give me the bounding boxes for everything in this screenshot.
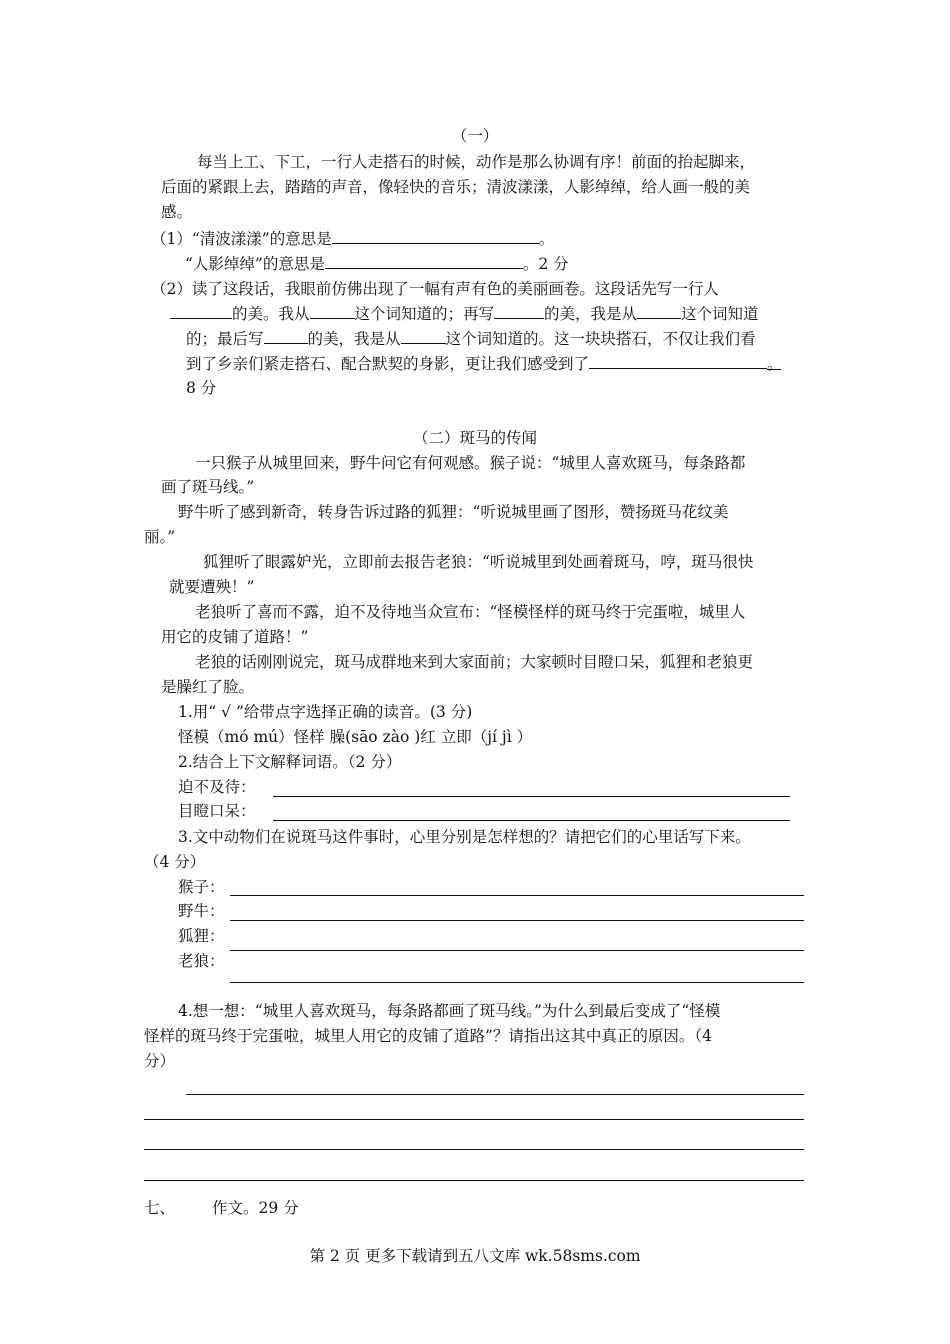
page-footer: 第 2 页 更多下载请到五八文库 wk.58sms.com xyxy=(309,1247,641,1265)
answer-line[interactable] xyxy=(144,1180,804,1181)
answer-line[interactable] xyxy=(144,1119,804,1120)
answer-blank[interactable] xyxy=(589,353,767,369)
section7-title: 作文。29 分 xyxy=(212,1199,299,1217)
section1-heading: （一） xyxy=(451,127,499,145)
q2-3-monkey-label: 猴子： xyxy=(178,878,225,896)
answer-blank[interactable] xyxy=(637,303,681,319)
q1-meaning-b: “人影绰绰”的意思是 。2 分 xyxy=(185,255,569,273)
section7-number: 七、 xyxy=(144,1199,176,1217)
answer-line[interactable] xyxy=(273,820,790,821)
q2-3-line2: （4 分） xyxy=(144,853,206,871)
answer-line[interactable] xyxy=(230,920,804,921)
answer-line[interactable] xyxy=(230,950,804,951)
passage1-line1: 每当上工、下工，一行人走搭石的时候，动作是那么协调有序！前面的抬起脚来， xyxy=(197,153,756,171)
passage2-p4-line1: 老狼听了喜而不露，迫不及待地当众宣布：“怪模怪样的斑马终于完蛋啦，城里人 xyxy=(195,603,746,621)
passage2-p3-line1: 狐狸听了眼露妒光，立即前去报告老狼：“听说城里到处画着斑马，哼，斑马很快 xyxy=(203,553,754,571)
q2-2-prompt: 2.结合上下文解释词语。（2 分） xyxy=(178,753,402,771)
answer-blank[interactable] xyxy=(494,303,544,319)
passage2-p5-line1: 老狼的话刚刚说完，斑马成群地来到大家面前；大家顿时目瞪口呆，狐狸和老狼更 xyxy=(195,653,754,671)
passage2-p1-line1: 一只猴子从城里回来，野牛问它有何观感。猴子说：“城里人喜欢斑马，每条路都 xyxy=(195,454,746,472)
passage1-line3: 感。 xyxy=(161,203,193,221)
q2-line3: 的；最后写 的美，我是从 这个词知道的。这一块块搭石，不仅让我们看 xyxy=(186,330,756,348)
q2-3-wolf-label: 老狼： xyxy=(178,952,225,970)
answer-line[interactable] xyxy=(230,895,804,896)
q2-line1: （2）读了这段话，我眼前仿佛出现了一幅有声有色的美丽画卷。这段话先写一行人 xyxy=(151,280,719,298)
q2-line2: 的美。我从 这个词知道的；再写 的美，我是从 这个词知道 xyxy=(170,303,759,324)
section2-heading: （二）斑马的传闻 xyxy=(412,429,537,447)
q2-2-word1: 迫不及待： xyxy=(178,778,256,796)
answer-blank[interactable] xyxy=(401,328,446,344)
answer-line[interactable] xyxy=(144,1149,804,1150)
q2-3-line1: 3.文中动物们在说斑马这件事时，心里分别是怎样想的？请把它们的心里话写下来。 xyxy=(178,828,751,846)
answer-line[interactable] xyxy=(273,796,790,797)
passage2-p1-line2: 画了斑马线。” xyxy=(161,478,255,496)
passage2-p2-line1: 野牛听了感到新奇，转身告诉过路的狐狸：“听说城里画了图形，赞扬斑马花纹美 xyxy=(178,503,729,521)
passage1-line2: 后面的紧跟上去，踏踏的声音，像轻快的音乐；清波漾漾，人影绰绰，给人画一般的美 xyxy=(161,178,751,196)
q2-line4: 到了乡亲们紧走搭石、配合默契的身影，更让我们感受到了 。 xyxy=(186,355,783,373)
q2-1-options: 怪模（mó mú）怪样 臊(sāo zào )红 立即（jí jì ） xyxy=(178,728,533,746)
q1-meaning-a: （1）“清波漾漾”的意思是 。 xyxy=(151,230,555,248)
answer-blank[interactable] xyxy=(332,228,539,244)
q2-4-line2: 怪样的斑马终于完蛋啦，城里人用它的皮铺了道路”？请指出这其中真正的原因。（4 xyxy=(144,1027,713,1045)
answer-line[interactable] xyxy=(230,982,804,983)
passage2-p4-line2: 用它的皮铺了道路！” xyxy=(161,628,309,646)
answer-blank[interactable] xyxy=(325,253,523,269)
answer-blank[interactable] xyxy=(170,303,232,319)
q2-3-ox-label: 野牛： xyxy=(178,902,225,920)
q2-3-fox-label: 狐狸： xyxy=(178,927,225,945)
q2-score: 8 分 xyxy=(186,379,217,397)
q2-4-line3: 分） xyxy=(144,1052,176,1070)
q2-2-word2: 目瞪口呆： xyxy=(178,802,256,820)
passage2-p5-line2: 是臊红了脸。 xyxy=(161,678,255,696)
answer-line[interactable] xyxy=(186,1094,804,1095)
q2-1-prompt: 1.用“ √ ”给带点字选择正确的读音。(3 分) xyxy=(178,703,473,721)
answer-blank[interactable] xyxy=(310,303,355,319)
passage2-p3-line2: 就要遭殃！” xyxy=(169,578,255,596)
q2-4-line1: 4.想一想：“城里人喜欢斑马，每条路都画了斑马线。”为什么到最后变成了“怪模 xyxy=(178,1002,721,1020)
answer-blank[interactable] xyxy=(264,328,308,344)
passage2-p2-line2: 丽。” xyxy=(144,528,176,546)
